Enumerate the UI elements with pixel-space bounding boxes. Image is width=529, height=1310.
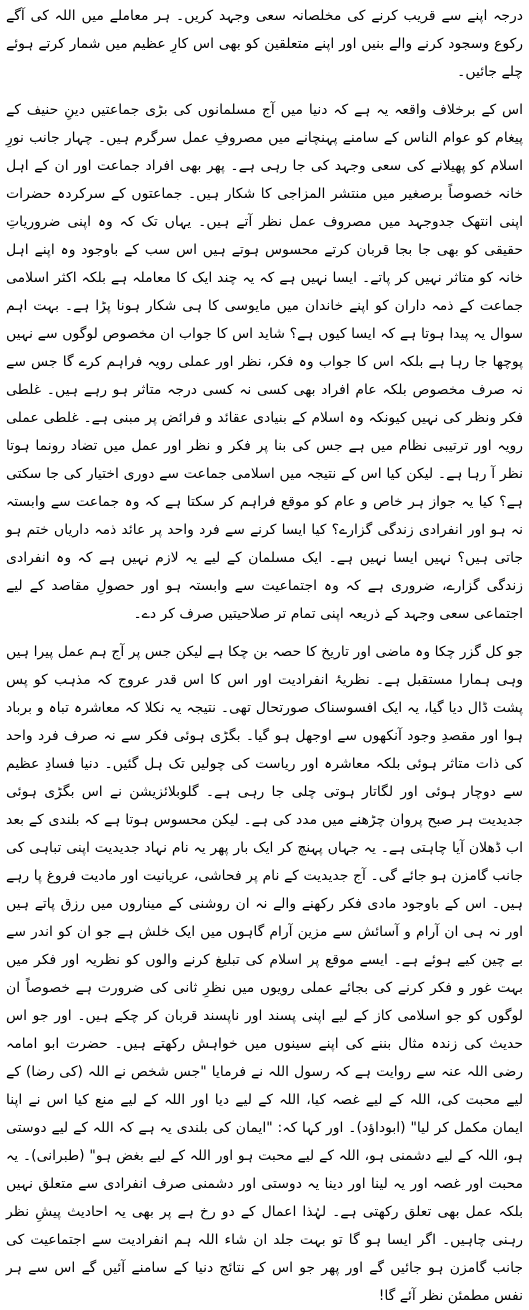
paragraph-3: جو کل گزر چکا وہ ماضی اور تاریخ کا حصہ بن چکا ہے لیکن جس پر آج ہم عمل پیرا ہیں وہی ہمارا مستقبل ہے۔ نظریۂ انفرادیت اور اس کا اس قدر عروج کہ مذہب کو پس پشت ڈال دیا گیا، یہ ایک افسوسناک صورتحال تھی۔ نتیجہ یہ نکلا کہ معاشرہ تباہ و برباد ہوا اور مقصدِ وجود آنکھوں سے اوجھل ہو گیا۔ بگڑی ہوئی فکر سے نہ صرف فرد واحد کی ذات متاثر ہوئی بلکہ معاشرہ اور ریاست کی چولیں تک ہل گئیں۔ دنیا فسادِ عظیم سے دوچار ہوئی اور لگاتار ہوتی چلی جا رہی ہے۔ گلوبلائزیشن نے اس بگڑی ہوئی جدیدیت ہر صبح پروان چڑھنے میں مدد کی ہے۔ لیکن محسوس ہوتا ہے کہ بلندی کے بعد اب ڈھلان آیا چاہتی ہے۔ یہ جہاں پہنچ کر ایک بار پھر یہ نام نہاد جدیدیت اپنی تباہی کی جانب گامزن ہو جائے گی۔ آج جدیدیت کے نام پر فحاشی، عریانیت اور مادیت فروغ پا رہے ہیں۔ اس کے باوجود مادی فکر رکھنے والے نہ ان روشنی کے میناروں میں رزق پاتے ہیں اور نہ ہی ان آرام و آسائش سے مزین آرام گاہوں میں ایک خلش ہے جو ان کو اندر سے بے چین کیے ہوئے ہے۔ ایسے موقع پر اسلام کی تبلیغ کرنے والوں کو نظریہ اور فکر میں بہت غور و فکر کرنے کی بجائے عملی رویوں میں نظرِ ثانی کی ضرورت ہے خصوصاً ان لوگوں کو جو اسلامی کاز کے لیے اپنی پسند اور ناپسند قربان کر چکے ہیں۔ اور جو اس حدیث کی زندہ مثال بننے کی اپنے سینوں میں خواہش رکھتے ہیں۔ حضرت ابو امامہ رضی اللہ عنہ سے روایت ہے کہ رسول اللہ نے فرمایا "جس شخص نے اللہ (کی رضا) کے لیے محبت کی، اللہ کے لیے غصہ کیا، اللہ کے لیے دیا اور اللہ کے لیے منع کیا اس نے اپنا ایمان مکمل کر لیا" (ابوداؤد)۔ اور کہا کہ: "ایمان کی بلندی یہ ہے کہ اللہ کے لیے دوستی ہو، اللہ کے لیے دشمنی ہو، اللہ کے لیے محبت ہو اور اللہ کے لیے بغض ہو" (طبرانی)۔ یہ محبت اور غصہ اور یہ لینا اور دینا یہ دوستی اور دشمنی صرف انفرادی سے متعلق نہیں بلکہ عمل بھی تعلق رکھتی ہے۔ لہٰذا اعمال کے دو رخ ہے پر بھی یہ احادیث پیشِ نظر رہنی چاہیں۔ اگر ایسا ہو گا تو بہت جلد ان شاء اللہ ہم انفرادیت سے اجتماعیت کی جانب گامزن ہو جائیں گے اور پھر جو اس کے نتائج دنیا کے سامنے آئیں گے اس سے ہر نفس مطمئن نظر آئے گا! xyxy=(6,644,523,1304)
paragraph-1: درجہ اپنے سے قریب کرنے کی مخلصانہ سعی وجہد کریں۔ ہر معاملے میں اللہ کی آگے رکوع وسجود کرنے والے بنیں اور اپنے متعلقین کو بھی اس کارِ عظیم میں شمار کرتے ہوئے چلے جائیں۔ xyxy=(6,8,523,80)
paragraph-2: اس کے برخلاف واقعہ یہ ہے کہ دنیا میں آج مسلمانوں کی بڑی جماعتیں دینِ حنیف کے پیغام کو عوام الناس کے سامنے پہنچانے میں مصروفِ عمل سرگرم ہیں۔ چہار جانب نورِ اسلام کو پھیلانے کی سعی وجہد کی جا رہی ہے۔ پھر بھی افراد جماعت اور ان کے اہل خانہ خصوصاً برصغیر میں منتشر المزاجی کا شکار ہیں۔ جماعتوں کے سرکردہ حضرات اپنی انتھک جدوجہد میں مصروف عمل نظر آتے ہیں۔ یہاں تک کہ وہ اپنی ضروریاتِ حقیقی کو بھی جا بجا قربان کرتے محسوس ہوتے ہیں اس سب کے باوجود وہ اپنے اہل خانہ کو متاثر نہیں کر پاتے۔ ایسا نہیں ہے کہ یہ چند ایک کا معاملہ ہے بلکہ اکثر اسلامی جماعت کے ذمہ داران کو اپنے خاندان میں مایوسی کا ہی شکار ہونا پڑا ہے۔ بہت اہم سوال یہ پیدا ہوتا ہے کہ ایسا کیوں ہے؟ شاید اس کا جواب ان مخصوص لوگوں سے نہیں پوچھا جا رہا ہے بلکہ اس کا جواب وہ فکر، نظر اور عملی رویہ فراہم کرے گا جس سے نہ صرف مخصوص بلکہ عام افراد بھی کسی نہ کسی درجہ متاثر ہو رہے ہیں۔ غلطی فکر ونظر کی نہیں کیونکہ وہ اسلام کے بنیادی عقائد و فرائض پر مبنی ہے۔ غلطی عملی رویہ اور ترتیبی نظام میں ہے جس کی بنا پر فکر و نظر اور عمل میں تضاد رونما ہوتا نظر آ رہا ہے۔ لیکن کیا اس کے نتیجہ میں اسلامی جماعت سے دوری اختیار کی جا سکتی ہے؟ کیا یہ جواز ہر خاص و عام کو موقع فراہم کر سکتا ہے کہ وہ جماعت سے وابستہ نہ ہو اور انفرادی زندگی گزارے؟ کیا ایسا کرنے سے فرد واحد پر عائد ذمہ داریاں ختم ہو جاتی ہیں؟ نہیں ایسا نہیں ہے۔ ایک مسلمان کے لیے یہ لازم نہیں ہے کہ وہ انفرادی زندگی گزارے، ضروری ہے کہ وہ اجتماعیت سے وابستہ ہو اور حصولِ مقاصد کے لیے اجتماعی سعی وجہد کے ذریعہ اپنی تمام تر صلاحیتیں صرف کر دے۔ xyxy=(6,102,523,622)
